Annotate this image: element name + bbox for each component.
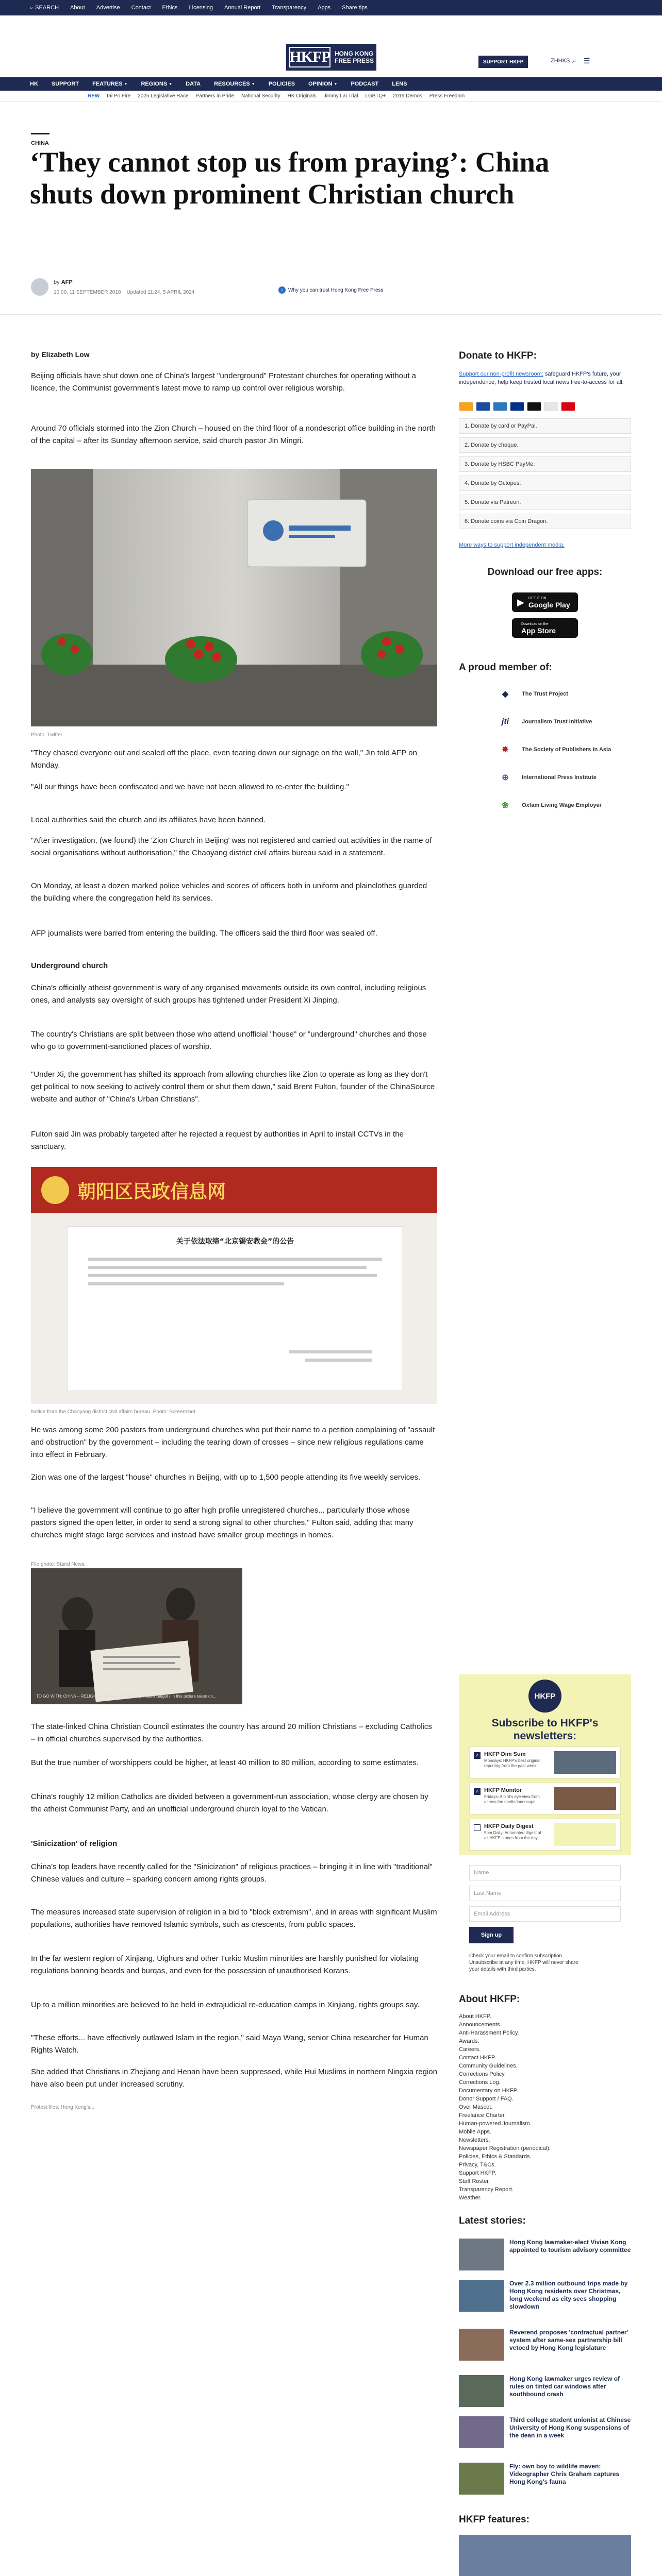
latest-title: Latest stories: bbox=[459, 2215, 526, 2226]
features-title: HKFP features: bbox=[459, 2514, 529, 2525]
google-pay-icon bbox=[544, 402, 558, 411]
app-store-badge-wrap bbox=[459, 618, 631, 638]
about-link[interactable]: Weather. bbox=[459, 2195, 482, 2201]
info-icon: i bbox=[278, 286, 286, 294]
more-ways-link[interactable]: More ways to support independent media. bbox=[459, 542, 565, 548]
chevron-down-icon: ▼ bbox=[251, 82, 255, 86]
donate-text: Support our non-profit newsroom: safeguard HKFP's future, your independence, help keep trusted local news free-to-access for all. bbox=[459, 371, 624, 385]
latest-story[interactable]: Hong Kong lawmaker-elect Vivian Kong appointed to tourism advisory committee bbox=[459, 2239, 631, 2278]
paragraph: "All our things have been confiscated and we have not been allowed to re-enter the building." bbox=[31, 783, 349, 791]
story-thumbnail bbox=[459, 2239, 504, 2270]
utility-link-apps[interactable]: Apps bbox=[318, 5, 331, 11]
nav-support[interactable]: SUPPORT bbox=[51, 81, 79, 87]
author-name[interactable]: AFP bbox=[61, 279, 73, 285]
menu-icon[interactable]: ☰ bbox=[584, 57, 590, 65]
member-ipi[interactable]: ⊕ International Press Institute bbox=[495, 769, 631, 786]
paragraph: China's roughly 12 million Catholics are divided between a government-run association, whose clergy are chosen by the atheist Communist Party, and an unofficial underground church loyal to the Vatican. bbox=[31, 1792, 428, 1814]
church-photo-illustration bbox=[31, 469, 437, 726]
member-list bbox=[459, 685, 631, 824]
donate-link[interactable]: Support our non-profit newsroom: bbox=[459, 371, 543, 377]
newsletter-option-dim-sum[interactable]: ✓ HKFP Dim Sum Mondays: HKFP's best original reporting from the past week. bbox=[469, 1747, 621, 1778]
donate-option[interactable]: 1. Donate by card or PayPal. bbox=[459, 418, 631, 434]
member-sopa[interactable]: ✸ The Society of Publishers in Asia bbox=[495, 741, 631, 758]
about-link[interactable]: Freelance Charter. bbox=[459, 2112, 506, 2119]
story-thumbnail bbox=[459, 2280, 504, 2312]
support-hkfp-button[interactable]: SUPPORT HKFP bbox=[478, 56, 528, 68]
notice-text-line bbox=[88, 1258, 382, 1261]
paragraph: Around 70 officials stormed into the Zion Church – housed on the third floor of a nondescript office building in the north of the capital – after its Sunday afternoon service, said church pastor Jin Mingri. bbox=[31, 424, 436, 445]
sopa-logo: ✸ bbox=[502, 745, 509, 754]
subhead: Underground church bbox=[31, 961, 108, 970]
trending-link[interactable]: National Security bbox=[241, 93, 280, 99]
about-link[interactable]: Newsletters. bbox=[459, 2137, 490, 2143]
language-switch[interactable]: ZHHKS bbox=[551, 58, 570, 64]
about-link[interactable]: Corrections Policy. bbox=[459, 2071, 506, 2077]
story-thumbnail bbox=[459, 2463, 504, 2495]
last-name-field[interactable]: Last Name bbox=[469, 1886, 621, 1901]
story-thumbnail bbox=[459, 2416, 504, 2448]
logo-wordmark: HONG KONG FREE PRESS bbox=[335, 50, 374, 64]
newsletter-thumbnail bbox=[554, 1751, 616, 1774]
about-title: About HKFP: bbox=[459, 1994, 520, 2005]
member-jti[interactable]: jti Journalism Trust Initiative bbox=[495, 713, 631, 731]
paragraph: "I believe the government will continue to go after high profile unregistered churches... particularly those whose pastors signed the open letter, in order to send a strong signal to other churches," Fulton said, adding that many churches might stage large services and instead have smaller group meetings in homes. bbox=[31, 1506, 413, 1539]
newsletter-thumbnail bbox=[554, 1823, 616, 1846]
article-dates: 10:00, 11 SEPTEMBER 2018 Updated 11:24, 5 APRIL 2024 bbox=[54, 290, 195, 295]
nav-hk[interactable]: HK bbox=[30, 81, 38, 87]
email-field[interactable]: Email Address bbox=[469, 1906, 621, 1922]
article-byline: by AFP bbox=[54, 279, 73, 285]
feature-image[interactable] bbox=[459, 2535, 631, 2576]
latest-story[interactable]: Over 2.3 million outbound trips made by Hong Kong residents over Christmas, long weekend as city sees shopping slowdown bbox=[459, 2280, 631, 2319]
trending-link[interactable]: Press Freedom bbox=[429, 93, 465, 99]
hsbc-icon bbox=[561, 402, 575, 411]
search-icon: ⌕ bbox=[30, 4, 34, 11]
chevron-down-icon: ▼ bbox=[169, 82, 173, 86]
nav-lens[interactable]: LENS bbox=[392, 81, 407, 87]
paragraph: In the far western region of Xinjiang, Uighurs and other Turkic Muslim minorities are harshly punished for violating regulations banning beards and burqas, and even for the possession of unauthorised Korans. bbox=[31, 1954, 419, 1975]
article-author-line bbox=[31, 350, 437, 359]
about-link[interactable]: Human-powered Journalism. bbox=[459, 2121, 532, 2127]
paragraph: Beijing officials have shut down one of China's largest "underground" Protestant churches for operating without a licence, the Communist government's latest move to ramp up control over religious worship. bbox=[31, 371, 417, 393]
photo-caption: File photo: Stand News. bbox=[31, 1562, 86, 1567]
nav-data[interactable]: DATA bbox=[186, 81, 201, 87]
about-link[interactable]: Over Mascot. bbox=[459, 2104, 493, 2110]
utility-link-annual-report[interactable]: Annual Report bbox=[224, 5, 261, 11]
donate-title: Donate to HKFP: bbox=[459, 350, 537, 361]
payment-cards bbox=[459, 402, 631, 411]
sign-up-button[interactable]: Sign up bbox=[469, 1927, 514, 1943]
utility-link-share-tips[interactable]: Share tips bbox=[342, 5, 368, 11]
about-link[interactable]: Documentary on HKFP. bbox=[459, 2088, 518, 2094]
worshippers-photo bbox=[31, 1568, 242, 1704]
about-link[interactable]: Transparency Report. bbox=[459, 2187, 514, 2193]
utility-bar bbox=[0, 0, 662, 15]
paragraph: China's officially atheist government is wary of any organised movements outside its own control, including religious ones, and analysts say oversight of such groups has tightened under President Xi Jinping. bbox=[31, 984, 426, 1005]
notice-text-line bbox=[88, 1266, 367, 1269]
visa-icon bbox=[476, 402, 490, 411]
signup-note: Check your email to confirm subscription. Unsubscribe at any time. HKFP will never share your details with third parties. bbox=[469, 1953, 578, 1972]
chevron-down-icon: ▼ bbox=[124, 82, 128, 86]
about-link[interactable]: Donor Support / FAQ. bbox=[459, 2096, 514, 2102]
newsletter-thumbnail bbox=[554, 1787, 616, 1810]
member-oxfam[interactable]: ❀ Oxfam Living Wage Employer bbox=[495, 796, 631, 814]
donate-option[interactable]: 3. Donate by HSBC PayMe. bbox=[459, 456, 631, 472]
paragraph: But the true number of worshippers could be higher, at least 40 million to 80 million, according to some estimates. bbox=[31, 1758, 419, 1767]
paragraph: The measures increased state supervision of religion in a bid to "block extremism", and in areas with significant Muslim populations, authorities have removed Islamic symbols, such as crescents, from public spaces. bbox=[31, 1908, 437, 1929]
article-author: by Elizabeth Low bbox=[31, 350, 90, 359]
latest-story[interactable]: Hong Kong lawmaker urges review of rules on tinted car windows after southbound crash bbox=[459, 2375, 631, 2414]
utility-link-contact[interactable]: Contact bbox=[131, 5, 151, 11]
ipi-logo: ⊕ bbox=[502, 773, 509, 782]
donate-option[interactable]: 4. Donate by Octopus. bbox=[459, 476, 631, 491]
member-title: A proud member of: bbox=[459, 662, 552, 673]
utility-link-ethics[interactable]: Ethics bbox=[162, 5, 178, 11]
nav-features[interactable]: FEATURES ▼ bbox=[92, 81, 128, 87]
hkfp-badge: HKFP bbox=[528, 1680, 561, 1713]
paragraph: "They chased everyone out and sealed off the place, even tearing down our signage on the wall," Jin told AFP on Monday. bbox=[31, 749, 417, 770]
nav-opinion[interactable]: OPINION ▼ bbox=[308, 81, 338, 87]
utility-link-licensing[interactable]: Licensing bbox=[189, 5, 213, 11]
notice-text-line bbox=[88, 1274, 377, 1277]
nav-policies[interactable]: POLICIES bbox=[268, 81, 295, 87]
paragraph: "After investigation, (we found) the 'Zion Church in Beijing' was not registered and carried out activities in the name of social organisations without authorisation," the Chaoyang district civil affairs bureau said in a statement. bbox=[31, 836, 432, 857]
donate-option[interactable]: 5. Donate via Patreon. bbox=[459, 495, 631, 510]
trending-link[interactable]: Tai Po Fire bbox=[106, 93, 131, 99]
site-header bbox=[0, 15, 662, 77]
newsletter-option-monitor[interactable]: ✓ HKFP Monitor Fridays: A bird's eye view from across the media landscape. bbox=[469, 1783, 621, 1815]
paragraph: Zion was one of the largest "house" churches in Beijing, with up to 1,500 people attending its five weekly services. bbox=[31, 1473, 421, 1482]
trending-label: NEW bbox=[88, 93, 100, 99]
oxfam-logo: ❀ bbox=[502, 801, 509, 810]
story-thumbnail bbox=[459, 2375, 504, 2407]
newsletter-signup bbox=[459, 1674, 631, 1855]
about-link[interactable]: Anti-Harassment Policy. bbox=[459, 2030, 519, 2036]
latest-story[interactable]: Fly: own boy to wildlife maven: Videographer Chris Graham captures Hong Kong's fauna bbox=[459, 2463, 631, 2502]
latest-story[interactable]: Reverend proposes 'contractual partner' system after same-sex partnership bill vetoed by Hong Kong legislature bbox=[459, 2329, 631, 2368]
about-link[interactable]: Staff Roster. bbox=[459, 2178, 490, 2184]
latest-story[interactable]: Third college student unionist at Chinese University of Hong Kong suspensions of the dean in a week bbox=[459, 2416, 631, 2455]
notice-document bbox=[67, 1226, 402, 1391]
amex-icon bbox=[493, 402, 507, 411]
article-category[interactable]: CHINA bbox=[31, 140, 49, 146]
paragraph: The state-linked China Christian Council estimates the country has around 20 million Christians – excluding Catholics – in official churches supervised by the authorities. bbox=[31, 1722, 432, 1743]
utility-search[interactable]: ⌕ SEARCH bbox=[30, 4, 59, 11]
signup-form bbox=[459, 1865, 631, 1943]
utility-link-about[interactable]: About bbox=[70, 5, 85, 11]
about-link[interactable]: About HKFP. bbox=[459, 2013, 491, 2020]
trust-project-logo: ◆ bbox=[502, 690, 509, 699]
paragraph: He was among some 200 pastors from underground churches who put their name to a petition complaining of "assault and obstruction" by the government – including the tearing down of crosses – since new religious regulations came into effect in February. bbox=[31, 1426, 435, 1459]
about-link[interactable]: Corrections Log. bbox=[459, 2079, 501, 2086]
google-play-badge-wrap bbox=[459, 592, 631, 612]
donate-option[interactable]: 2. Donate by cheque. bbox=[459, 437, 631, 453]
nav-podcast[interactable]: PODCAST bbox=[351, 81, 379, 87]
about-link[interactable]: Announcements. bbox=[459, 2022, 502, 2028]
trending-bar bbox=[0, 91, 662, 102]
checkbox-checked[interactable]: ✓ bbox=[474, 1788, 481, 1795]
screenshot-site-title: 朝阳区民政信息网 bbox=[77, 1181, 226, 1202]
about-link[interactable]: Privacy, T&Cs. bbox=[459, 2162, 496, 2168]
chevron-down-icon: ▼ bbox=[334, 82, 338, 86]
jti-logo: jti bbox=[501, 717, 509, 726]
apple-pay-icon bbox=[527, 402, 541, 411]
trending-link[interactable]: Jimmy Lai Trial bbox=[323, 93, 358, 99]
trending-link[interactable]: 2019 Demos bbox=[393, 93, 422, 99]
donate-option[interactable]: 6. Donate coins via Coin Dragon. bbox=[459, 514, 631, 529]
utility-link-advertise[interactable]: Advertise bbox=[96, 5, 120, 11]
notice-text-line bbox=[88, 1282, 284, 1285]
paragraph: On Monday, at least a dozen marked police vehicles and scores of officers both in uniform and plainclothes guarded the building where the congregation held its services. bbox=[31, 882, 427, 903]
trending-link[interactable]: HK Originals bbox=[287, 93, 317, 99]
paragraph: AFP journalists were barred from entering the building. The officers said the third floor was sealed off. bbox=[31, 929, 377, 938]
subhead: 'Sinicization' of religion bbox=[31, 1839, 118, 1848]
paragraph: "Under Xi, the government has shifted its approach from allowing churches like Zion to operate as long as they don't get political to now seeking to actively control them or shut them down," said Brent Fulton, founder of the ChinaSource website and author of "China's Urban Christians". bbox=[31, 1070, 435, 1104]
newsletter-option-daily-digest[interactable]: HKFP Daily Digest 5pm Daily: Automated digest of all HKFP stories from the day. bbox=[469, 1819, 621, 1851]
checkbox-unchecked[interactable] bbox=[474, 1824, 481, 1831]
trust-link[interactable]: i Why you can trust Hong Kong Free Press bbox=[278, 286, 384, 294]
about-list bbox=[459, 2012, 631, 2202]
paragraph: Up to a million minorities are believed to be held in extrajudicial re-education camps in Xinjiang, rights groups say. bbox=[31, 2001, 420, 2009]
story-thumbnail bbox=[459, 2329, 504, 2361]
subscribe-title: Subscribe to HKFP's newsletters: bbox=[491, 1717, 599, 1742]
church-photo bbox=[31, 469, 437, 726]
trending-link[interactable]: 2025 Legislative Race bbox=[138, 93, 189, 99]
checkbox-checked[interactable]: ✓ bbox=[474, 1752, 481, 1759]
about-link[interactable]: Contact HKFP. bbox=[459, 2055, 496, 2061]
trending-link[interactable]: LGBTQ+ bbox=[365, 93, 386, 99]
paypal-icon bbox=[510, 402, 524, 411]
about-link[interactable]: Support HKFP. bbox=[459, 2170, 496, 2176]
main-nav bbox=[0, 77, 662, 91]
category-rule bbox=[31, 133, 49, 134]
apps-title: Download our free apps: bbox=[487, 567, 603, 578]
site-logo[interactable] bbox=[286, 44, 376, 71]
name-field[interactable]: Name bbox=[469, 1865, 621, 1880]
article-headline: ‘They cannot stop us from praying’: China shuts down prominent Christian church bbox=[30, 146, 550, 210]
worshippers-photo-illustration bbox=[31, 1568, 242, 1704]
trending-link[interactable]: Partners in Pride bbox=[195, 93, 235, 99]
utility-link-transparency[interactable]: Transparency bbox=[272, 5, 307, 11]
nav-regions[interactable]: REGIONS ▼ bbox=[141, 81, 173, 87]
paragraph: "These efforts... have effectively outlawed Islam in the region," said Maya Wang, senior China researcher for Human Rights Watch. bbox=[31, 2033, 428, 2055]
paragraph: Local authorities said the church and its affiliates have been banned. bbox=[31, 816, 266, 824]
notice-text-line bbox=[305, 1359, 372, 1362]
about-link[interactable]: Mobile Apps. bbox=[459, 2129, 491, 2135]
payment-options bbox=[459, 418, 631, 533]
google-play-button[interactable]: ▶ GET IT ON Google Play bbox=[512, 592, 578, 612]
about-link[interactable]: Newspaper Registration (periodical). bbox=[459, 2145, 551, 2151]
author-avatar bbox=[31, 278, 48, 296]
paragraph: China's top leaders have recently called for the "Sinicization" of religious practices – bringing it in line with "traditional" Chinese values and culture – sparking concern among rights groups. bbox=[31, 1862, 433, 1884]
paragraph: The country's Christians are split between those who attend unofficial "house" or "underground" churches and those who go to government-sanctioned places of worship. bbox=[31, 1030, 427, 1051]
notice-text-line bbox=[289, 1350, 372, 1353]
paragraph: She added that Christians in Zhejiang and Henan have been suppressed, while Hui Muslims in northern Ningxia region have also been put under increased scrutiny. bbox=[31, 2067, 437, 2089]
logo-mark: HKFP bbox=[289, 47, 330, 67]
notice-screenshot bbox=[31, 1167, 437, 1404]
play-icon: ▶ bbox=[517, 597, 524, 607]
mastercard-icon bbox=[459, 402, 473, 411]
app-store-button[interactable]: Download on the App Store bbox=[512, 618, 578, 638]
nav-resources[interactable]: RESOURCES ▼ bbox=[214, 81, 255, 87]
header-divider bbox=[0, 314, 662, 315]
related-caption: Protest files: Hong Kong's... bbox=[31, 2105, 95, 2110]
notice-title: 关于依法取缔“北京锡安教会”的公告 bbox=[176, 1238, 294, 1246]
photo-caption: Notice from the Chaoyang district civil affairs bureau. Photo: Screenshot. bbox=[31, 1409, 197, 1415]
about-link[interactable]: Policies, Ethics & Standards. bbox=[459, 2154, 532, 2160]
emblem-icon bbox=[41, 1176, 69, 1204]
photo-caption: Photo: Twitter. bbox=[31, 732, 64, 738]
paragraph: Fulton said Jin was probably targeted after he rejected a request by authorities in April to install CCTVs in the sanctuary. bbox=[31, 1130, 404, 1151]
about-link[interactable]: Careers. bbox=[459, 2046, 481, 2053]
about-link[interactable]: Awards. bbox=[459, 2038, 479, 2044]
member-trust-project[interactable]: ◆ The Trust Project bbox=[495, 685, 631, 703]
search-icon[interactable]: ⌕ bbox=[572, 57, 576, 64]
photo-overlay-caption: TO GO WITH: CHINA -- RELIGION-XMAS / FEATURE by Robert Saiget / In this picture taken on... bbox=[36, 1694, 217, 1699]
about-link[interactable]: Community Guidelines. bbox=[459, 2063, 518, 2069]
